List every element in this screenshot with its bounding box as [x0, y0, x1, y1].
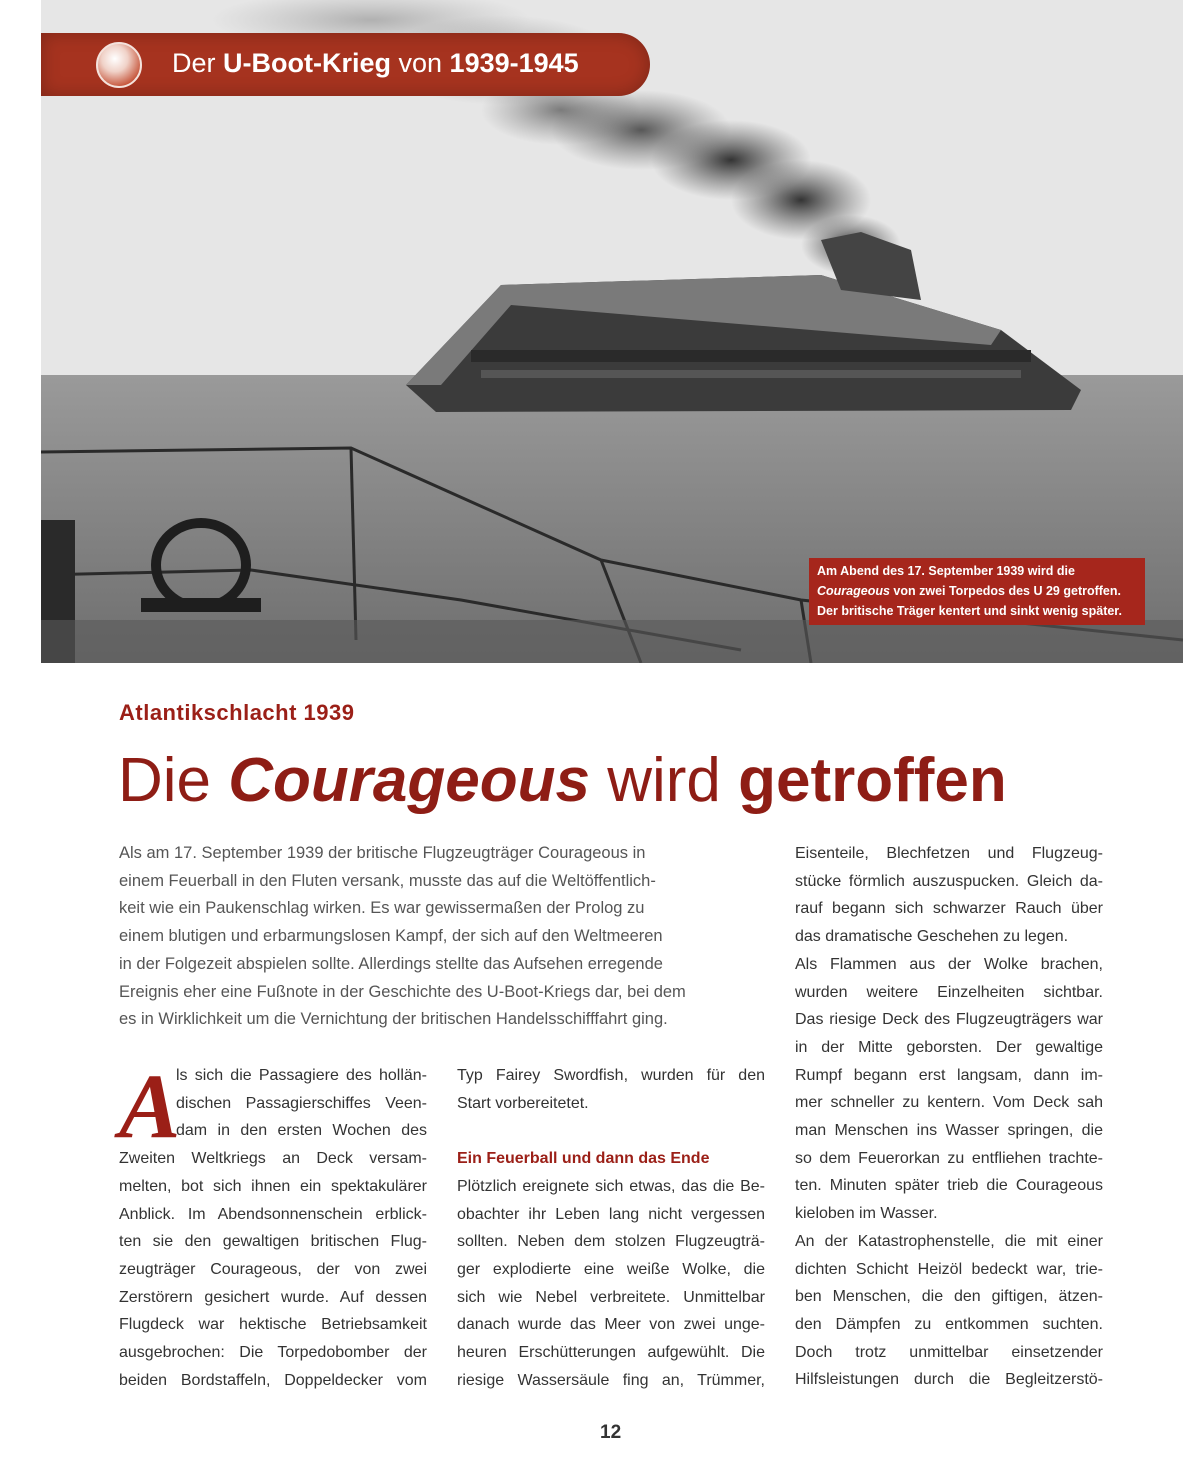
body-line: riesige Wassersäule fing an, Trümmer, [457, 1371, 765, 1389]
caption-line: Am Abend des 17. September 1939 wird die [817, 564, 1075, 578]
body-line: so dem Feuerorkan zu entfliehen trachte- [795, 1149, 1103, 1167]
body-line: Rumpf begann erst langsam, dann im- [795, 1066, 1103, 1084]
drop-cap: A [119, 1055, 181, 1157]
body-line: ten sie den gewaltigen britischen Flug- [119, 1233, 427, 1251]
body-line: zeugträger Courageous, der von zwei [119, 1260, 427, 1278]
body-line: An der Katastrophenstelle, die mit einer [795, 1232, 1103, 1250]
body-line: ausgebrochen: Die Torpedobomber der [119, 1344, 427, 1362]
body-column-3 [795, 840, 1103, 1394]
body-line: Eisenteile, Blechfetzen und Flugzeug- [795, 845, 1103, 862]
body-line: obachter ihr Leben lang nicht vergessen [457, 1205, 765, 1223]
body-line: beiden Bordstaffeln, Doppeldecker vom [119, 1371, 427, 1389]
caption-line: Der britische Träger kentert und sinkt wenig später. [817, 604, 1122, 618]
caption-line: Courageous von zwei Torpedos des U 29 getroffen. [817, 584, 1121, 598]
body-line: Doch trotz unmittelbar einsetzender [795, 1343, 1103, 1361]
body-line: melten, bot sich ihnen ein spektakulärer [119, 1177, 427, 1195]
body-line: in der Mitte geborsten. Der gewaltige [795, 1038, 1103, 1056]
photo-caption [809, 558, 1145, 625]
body-line: kieloben im Wasser. [795, 1205, 938, 1223]
body-line: Als Flammen aus der Wolke brachen, [795, 955, 1103, 973]
series-logo-icon [96, 42, 142, 88]
article-headline: Die Courageous wird getroffen [118, 746, 1007, 815]
body-line: ger explodierte eine weiße Wolke, die [457, 1260, 765, 1278]
article-kicker: Atlantikschlacht 1939 [119, 700, 355, 725]
intro-line: keit wie ein Paukenschlag wirken. Es war gewissermaßen der Prolog zu [119, 899, 645, 918]
body-line: Start vorbereitetet. [457, 1094, 589, 1112]
body-line: Flugdeck war hektische Betriebsamkeit [119, 1316, 427, 1334]
body-line: dam in den ersten Wochen des [176, 1122, 427, 1140]
body-column-2 [457, 1062, 765, 1394]
body-line: den Dämpfen zu entkommen suchten. [795, 1315, 1103, 1333]
body-line: das dramatische Geschehen zu legen. [795, 928, 1069, 946]
body-line: danach wurde das Meer von zwei unge- [457, 1316, 765, 1334]
intro-line: einem Feuerball in den Fluten versank, musste das auf die Weltöffentlich- [119, 871, 656, 890]
body-line: sollten. Neben dem stolzen Flugzeugträ- [457, 1233, 765, 1251]
body-column-1 [119, 1055, 427, 1394]
banner-title: Der U-Boot-Krieg von 1939-1945 [172, 48, 579, 78]
intro-line: einem blutigen und erbarmungslosen Kampf, der sich auf den Weltmeeren [119, 927, 663, 946]
body-line: Plötzlich ereignete sich etwas, das die Be- [457, 1177, 765, 1195]
intro-line: es in Wirklichkeit um die Vernichtung der britischen Handelsschifffahrt ging. [119, 1010, 668, 1029]
section-subhead: Ein Feuerball und dann das Ende [457, 1150, 710, 1168]
body-line: wurden weitere Einzelheiten sichtbar. [795, 983, 1103, 1001]
body-line: Hilfsleistungen durch die Begleitzerstö- [795, 1371, 1103, 1389]
intro-line: Ereignis eher eine Fußnote in der Geschichte des U-Boot-Kriegs dar, bei dem [119, 982, 686, 1001]
body-line: Zerstörern gesichert wurde. Auf dessen [119, 1288, 427, 1306]
body-line: dischen Passagierschiffes Veen- [176, 1094, 427, 1112]
body-line: Anblick. Im Abendsonnenschein erblick- [119, 1205, 427, 1223]
section-banner [41, 33, 650, 96]
body-line: ben Menschen, die den giftigen, ätzen- [795, 1288, 1103, 1306]
intro-line: in der Folgezeit abspielen sollte. Allerdings stellte das Aufsehen erregende [119, 954, 663, 973]
page-number: 12 [600, 1422, 622, 1443]
body-line: ls sich die Passagiere des hollän- [176, 1067, 427, 1084]
body-line: dichten Schicht Heizöl bedeckt war, trie- [795, 1260, 1103, 1278]
body-line: stücke förmlich auszuspucken. Gleich da- [795, 872, 1103, 890]
body-line: rauf begann sich schwarzer Rauch über [795, 900, 1103, 918]
body-line: Zweiten Weltkriegs an Deck versam- [119, 1150, 427, 1168]
body-line: Typ Fairey Swordfish, wurden für den [457, 1067, 765, 1084]
body-line: man Menschen ins Wasser springen, die [795, 1122, 1103, 1140]
body-line: Das riesige Deck des Flugzeugträgers war [795, 1011, 1103, 1029]
body-line: mer schneller zu kentern. Vom Deck sah [795, 1094, 1103, 1112]
body-line: sich wie Nebel verbreitete. Unmittelbar [457, 1288, 765, 1306]
body-line: heuren Erschütterungen aufgewühlt. Die [457, 1344, 765, 1362]
intro-line: Als am 17. September 1939 der britische Flugzeugträger Courageous in [119, 844, 646, 862]
article-intro [119, 840, 759, 1034]
body-line: ten. Minuten später trieb die Courageous [795, 1177, 1103, 1195]
